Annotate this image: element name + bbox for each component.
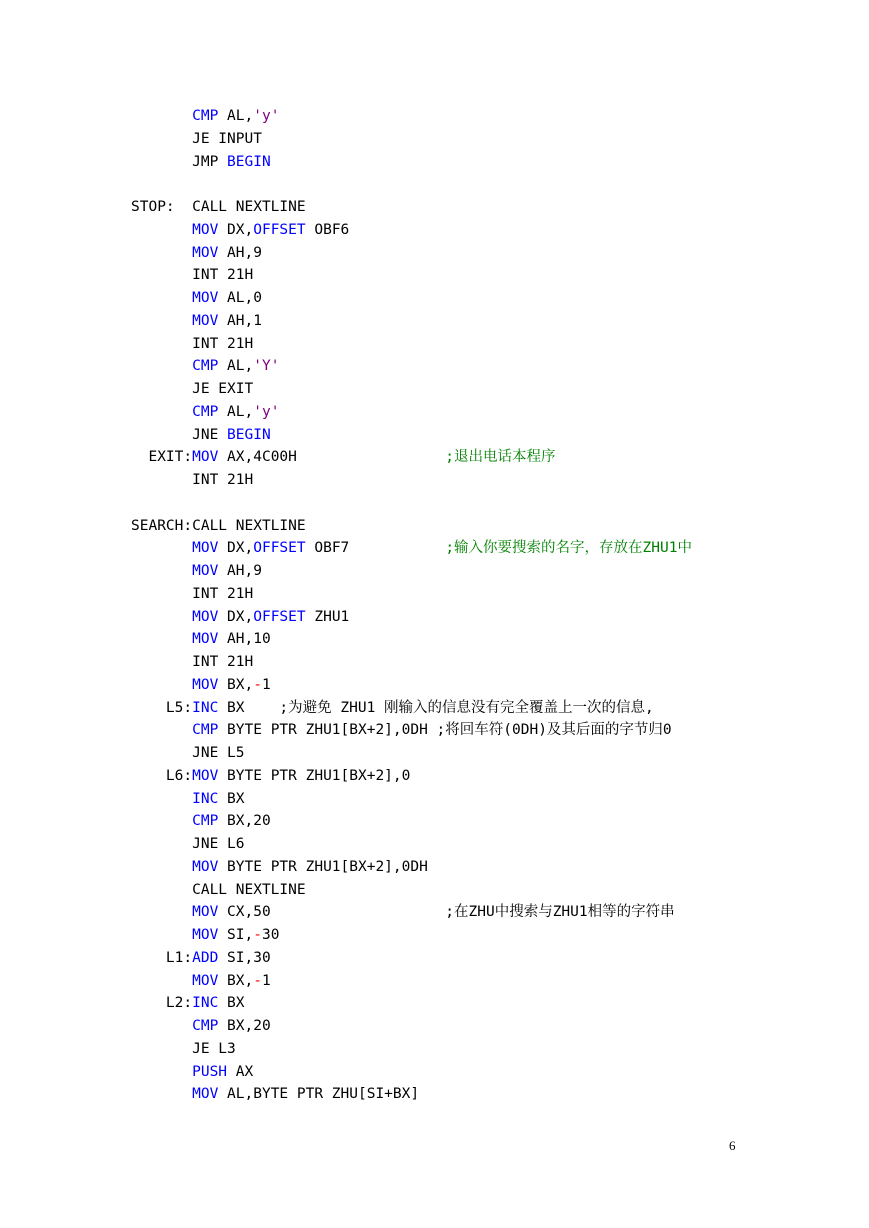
code-line	[131, 788, 692, 811]
code-line	[131, 264, 692, 287]
page-number: 6	[729, 1138, 736, 1153]
code-text: ZHU1	[305, 608, 350, 625]
code-text: INT 21H	[131, 472, 254, 488]
code-text	[131, 290, 192, 306]
code-token-kw: BEGIN	[227, 153, 271, 170]
code-text: DX,	[218, 221, 254, 238]
code-text	[131, 1064, 192, 1080]
code-token-kw: CMP	[192, 1018, 219, 1034]
code-line	[131, 105, 692, 128]
code-token-kw: PUSH	[192, 1063, 228, 1080]
code-token-kw: MOV	[192, 221, 219, 238]
code-token-kw: OFFSET	[253, 540, 306, 557]
code-text: DX,	[218, 608, 254, 625]
code-text: BX,	[218, 972, 254, 989]
code-text	[131, 358, 192, 374]
code-text: SEARCH:CALL NEXTLINE	[131, 517, 306, 534]
code-text	[131, 859, 192, 875]
code-line	[131, 219, 692, 242]
code-token-kw: CMP	[192, 813, 219, 830]
code-text	[131, 927, 192, 943]
code-line	[131, 173, 692, 196]
code-line	[131, 856, 692, 879]
code-text: AX	[227, 1063, 254, 1080]
code-token-num: -	[253, 972, 262, 989]
code-token-kw: ADD	[192, 949, 219, 966]
code-text: BX,	[218, 676, 254, 693]
code-text: AX,4C00H	[218, 449, 446, 466]
code-line	[131, 128, 692, 151]
code-token-kw: MOV	[192, 904, 219, 921]
code-line	[131, 333, 692, 356]
code-text: 1	[261, 676, 271, 693]
code-line	[131, 924, 692, 947]
code-line	[131, 355, 692, 378]
code-text	[131, 313, 192, 329]
code-text	[131, 563, 192, 579]
code-text: AH,1	[218, 312, 262, 329]
code-line	[131, 901, 692, 924]
code-line	[131, 833, 692, 856]
code-line	[131, 947, 692, 970]
code-token-kw: MOV	[192, 540, 219, 557]
code-text: INT 21H	[131, 267, 254, 284]
code-text: OBF7	[305, 540, 446, 557]
code-text: INT 21H	[131, 654, 254, 670]
code-token-num: -	[253, 927, 262, 943]
code-token-kw: INC	[192, 699, 219, 716]
code-line	[131, 560, 692, 583]
code-text: L6:	[131, 767, 193, 784]
code-token-num: -	[253, 676, 262, 693]
code-text	[131, 108, 192, 124]
code-token-kw: MOV	[192, 1086, 219, 1103]
code-token-kw: MOV	[192, 290, 219, 306]
code-token-kw: MOV	[192, 312, 219, 329]
code-text: STOP: CALL NEXTLINE	[131, 199, 306, 215]
code-token-str: 'y'	[253, 108, 280, 124]
code-comment: ;退出电话本程序	[445, 449, 556, 466]
code-text: JNE	[131, 426, 228, 443]
code-token-kw: MOV	[192, 563, 219, 579]
code-line	[131, 310, 692, 333]
code-text	[131, 540, 192, 556]
code-line	[131, 970, 692, 993]
code-text: JE L3	[131, 1040, 236, 1057]
code-text: AH,9	[218, 244, 262, 261]
code-token-kw: MOV	[192, 927, 219, 943]
code-text: BX	[218, 790, 245, 807]
code-token-kw: INC	[192, 790, 219, 807]
code-text: CX,50 ;在ZHU中搜索与ZHU1相等的字符串	[218, 904, 675, 921]
code-text: 30	[261, 927, 280, 943]
code-text: BX ;为避免 ZHU1 刚输入的信息没有完全覆盖上一次的信息,	[218, 699, 654, 716]
code-line	[131, 242, 692, 265]
code-text	[131, 677, 192, 693]
code-line	[131, 446, 692, 469]
code-line	[131, 628, 692, 651]
code-text: SI,30	[218, 949, 271, 966]
code-line	[131, 401, 692, 424]
code-token-kw: MOV	[192, 608, 219, 625]
code-line	[131, 469, 692, 492]
code-token-kw: CMP	[192, 403, 219, 420]
code-line	[131, 537, 692, 560]
code-line	[131, 606, 692, 629]
code-line	[131, 287, 692, 310]
code-line	[131, 424, 692, 447]
code-text: AL,	[218, 403, 254, 420]
code-token-kw: CMP	[192, 358, 219, 375]
code-line	[131, 196, 692, 219]
code-token-kw: MOV	[192, 676, 219, 693]
code-token-kw: MOV	[192, 972, 219, 989]
code-line	[131, 583, 692, 606]
code-token-kw: MOV	[192, 449, 219, 466]
code-text: AL,	[218, 108, 254, 124]
code-text: JE INPUT	[131, 130, 262, 147]
code-text: JNE L5	[131, 745, 245, 761]
code-token-kw: MOV	[192, 631, 219, 648]
code-token-kw: OFFSET	[253, 221, 306, 238]
code-token-kw: MOV	[192, 767, 219, 784]
code-token-kw: MOV	[192, 244, 219, 261]
code-token-kw: INC	[192, 995, 219, 1012]
code-line	[131, 1038, 692, 1061]
code-text	[131, 722, 192, 738]
code-token-str: 'Y'	[253, 358, 280, 375]
code-line	[131, 651, 692, 674]
code-text: AL,BYTE PTR ZHU[SI+BX]	[218, 1086, 420, 1103]
code-token-kw: MOV	[192, 858, 219, 875]
code-line	[131, 992, 692, 1015]
code-text: JE EXIT	[131, 381, 254, 397]
code-line	[131, 674, 692, 697]
code-text: BYTE PTR ZHU1[BX+2],0DH	[218, 858, 428, 875]
code-text: CALL NEXTLINE	[131, 881, 306, 898]
code-text: 1	[261, 972, 271, 989]
code-text: BYTE PTR ZHU1[BX+2],0	[218, 767, 411, 784]
code-line	[131, 515, 692, 538]
code-text: OBF6	[305, 221, 350, 238]
code-line	[131, 1061, 692, 1084]
code-text	[131, 631, 192, 647]
code-line	[131, 765, 692, 788]
code-text: AL,0	[218, 290, 262, 306]
code-text: DX,	[218, 540, 254, 557]
code-text: BX,20	[218, 813, 271, 830]
code-line	[131, 742, 692, 765]
code-text: BX,20	[218, 1018, 271, 1034]
code-text: JMP	[131, 153, 228, 170]
code-token-kw: CMP	[192, 722, 219, 739]
code-text: BYTE PTR ZHU1[BX+2],0DH ;将回车符(0DH)及其后面的字节归0	[218, 722, 672, 739]
code-line	[131, 697, 692, 720]
code-text: INT 21H	[131, 585, 254, 602]
code-text	[131, 609, 192, 625]
code-comment: ;输入你要搜索的名字，存放在ZHU1中	[445, 540, 692, 557]
code-text: SI,	[218, 927, 254, 943]
code-text: L2:	[131, 995, 193, 1012]
code-line	[131, 151, 692, 174]
code-text: AH,10	[218, 631, 271, 648]
code-text	[131, 245, 192, 261]
code-text	[131, 1086, 192, 1102]
code-line	[131, 1083, 692, 1106]
code-line	[131, 492, 692, 515]
code-text: BX	[218, 995, 245, 1012]
code-token-str: 'y'	[253, 403, 280, 420]
code-text: INT 21H	[131, 335, 254, 352]
code-token-kw: OFFSET	[253, 608, 306, 625]
code-text	[131, 1018, 192, 1034]
code-text: L1:	[131, 949, 193, 966]
code-line	[131, 719, 692, 742]
code-line	[131, 810, 692, 833]
code-text: AH,9	[218, 563, 262, 579]
code-text	[131, 404, 192, 420]
code-token-kw: BEGIN	[227, 426, 271, 443]
code-text: JNE L6	[131, 836, 245, 852]
code-line	[131, 1015, 692, 1038]
code-text	[131, 791, 192, 807]
code-text: EXIT:	[131, 449, 193, 466]
code-text	[131, 222, 192, 238]
code-line	[131, 378, 692, 401]
code-text: AL,	[218, 358, 254, 375]
code-text: L5:	[131, 699, 193, 716]
code-line	[131, 879, 692, 902]
code-text	[131, 904, 192, 920]
code-text	[131, 813, 192, 829]
code-text	[131, 973, 192, 989]
assembly-code-block	[131, 105, 692, 1106]
code-token-kw: CMP	[192, 108, 219, 124]
